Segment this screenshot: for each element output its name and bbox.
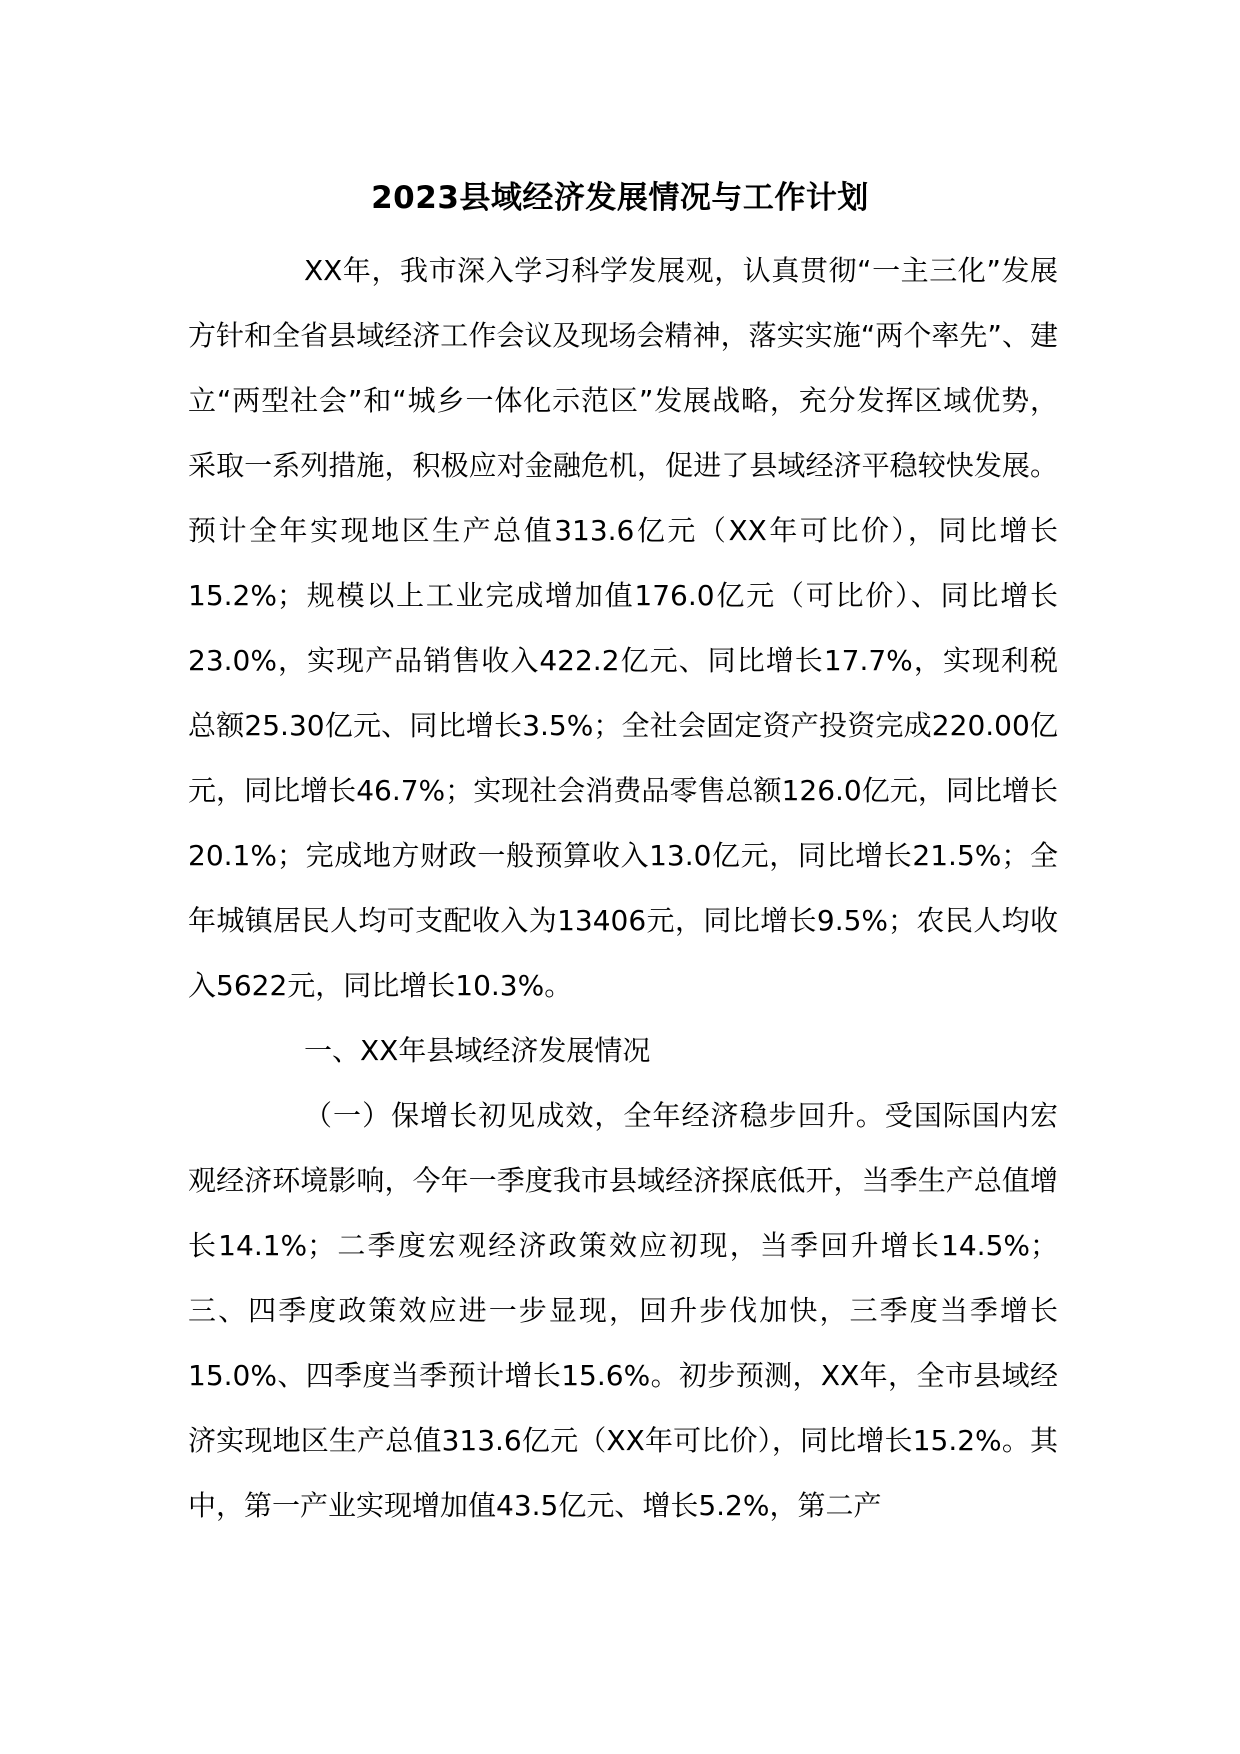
section-heading-1: 一、XX年县域经济发展情况	[304, 1034, 651, 1067]
paragraph-intro: XX年，我市深入学习科学发展观，认真贯彻“一主三化”发展方针和全省县域经济工作会议及现场会精神，落实实施“两个率先”、建立“两型社会”和“城乡一体化示范区”发展战略，充分发挥区域优势，采取一系列措施，积极应对金融危机，促进了县域经济平稳较快发展。预计全年实现地区生产总值313.6亿元（XX年可比价），同比增长15.2%；规模以上工业完成增加值176.0亿元（可比价）、同比增长23.0%，实现产品销售收入422.2亿元、同比增长17.7%，实现利税总额25.30亿元、同比增长3.5%；全社会固定资产投资完成220.00亿元，同比增长46.7%；实现社会消费品零售总额126.0亿元，同比增长20.1%；完成地方财政一般预算收入13.0亿元，同比增长21.5%；全年城镇居民人均可支配收入为13406元，同比增长9.5%；农民人均收入5622元，同比增长10.3%。	[188, 254, 1058, 1002]
paragraph-subsection-1: （一）保增长初见成效，全年经济稳步回升。受国际国内宏观经济环境影响，今年一季度我市县域经济探底低开，当季生产总值增长14.1%；二季度宏观经济政策效应初现，当季回升增长14.5%；三、四季度政策效应进一步显现，回升步伐加快，三季度当季增长15.0%、四季度当季预计增长15.6%。初步预测，XX年，全市县域经济实现地区生产总值313.6亿元（XX年可比价），同比增长15.2%。其中，第一产业实现增加值43.5亿元、增长5.2%，第二产	[188, 1099, 1058, 1522]
document-title: 2023县域经济发展情况与工作计划	[371, 180, 869, 216]
document-body	[188, 238, 1058, 1538]
